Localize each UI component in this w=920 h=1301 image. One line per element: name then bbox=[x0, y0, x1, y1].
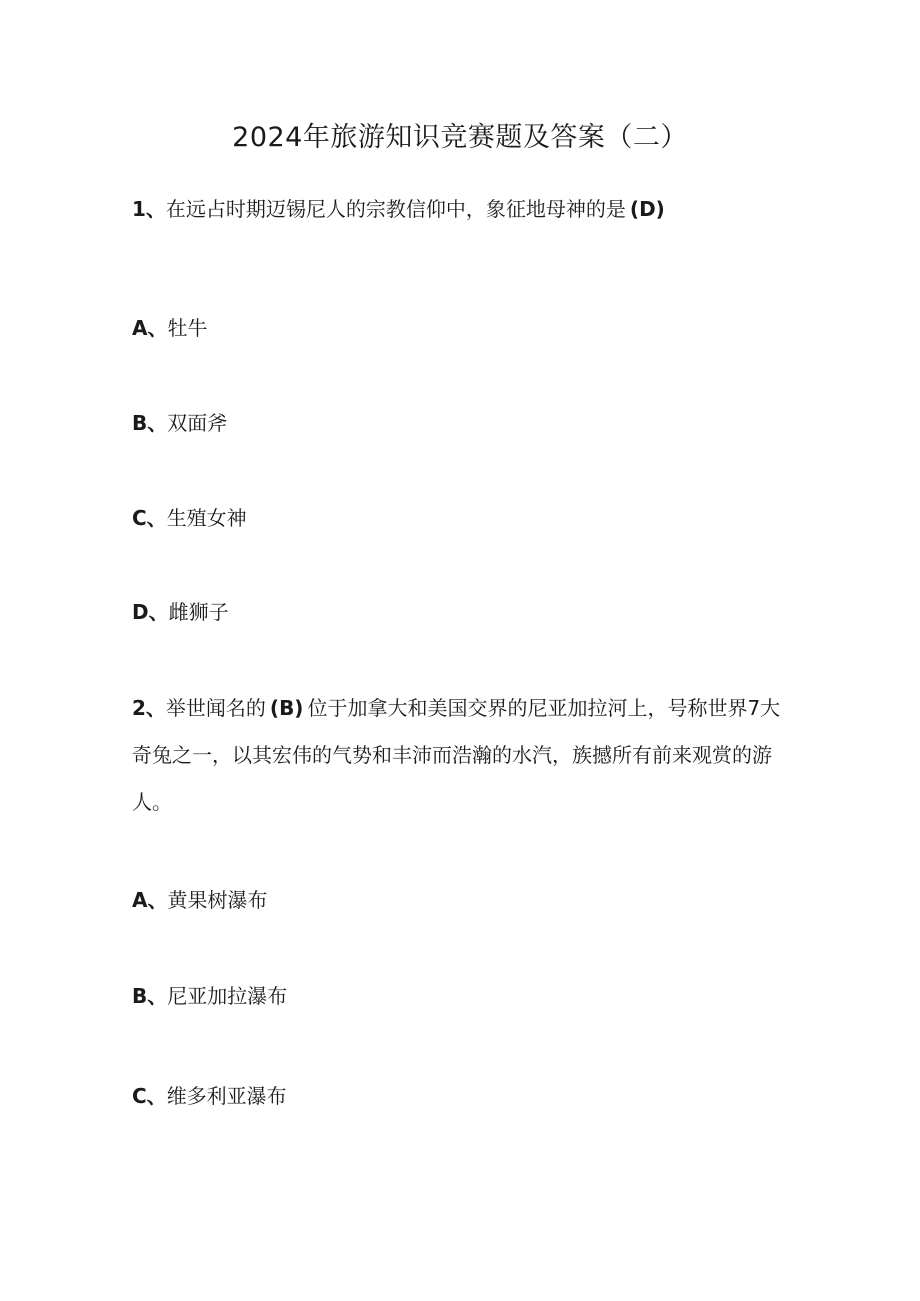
option-1c bbox=[132, 503, 247, 533]
option-letter: B、 bbox=[132, 984, 168, 1008]
option-2a bbox=[132, 885, 267, 915]
question-text: 在远占时期迈锡尼人的宗教信仰中，象征地母神的是 bbox=[165, 197, 626, 221]
option-1a bbox=[132, 313, 207, 343]
question-text-after: 位于加拿大和美国交界的尼亚加拉河上，号称世界7大奇兔之一，以其宏伟的气势和丰沛而浩瀚的水汽，族撼所有前来观赏的游人。 bbox=[132, 696, 781, 814]
option-letter: A、 bbox=[132, 316, 168, 340]
option-text: 尼亚加拉瀑布 bbox=[167, 984, 288, 1008]
document-title: 2024年旅游知识竞赛题及答案（二） bbox=[232, 122, 688, 153]
option-text: 生殖女神 bbox=[166, 506, 247, 530]
question-1 bbox=[132, 194, 669, 224]
option-text: 黄果树瀑布 bbox=[167, 888, 268, 912]
option-2c bbox=[132, 1081, 287, 1111]
option-2b bbox=[132, 981, 287, 1011]
question-answer: (B) bbox=[269, 696, 304, 720]
question-text: 举世闻名的 bbox=[165, 696, 266, 720]
question-number: 2、 bbox=[132, 696, 166, 720]
option-letter: B、 bbox=[132, 411, 168, 435]
question-answer: (D) bbox=[629, 197, 665, 221]
question-number: 1、 bbox=[132, 197, 166, 221]
option-text: 牡牛 bbox=[167, 316, 208, 340]
option-text: 双面斧 bbox=[167, 411, 228, 435]
option-1d bbox=[132, 597, 229, 627]
option-letter: D、 bbox=[132, 600, 169, 624]
option-text: 维多利亚瀑布 bbox=[166, 1084, 287, 1108]
option-text: 雌狮子 bbox=[168, 600, 229, 624]
option-letter: A、 bbox=[132, 888, 168, 912]
option-1b bbox=[132, 408, 227, 438]
option-letter: C、 bbox=[132, 1084, 167, 1108]
option-letter: C、 bbox=[132, 506, 167, 530]
question-2 bbox=[132, 685, 792, 826]
